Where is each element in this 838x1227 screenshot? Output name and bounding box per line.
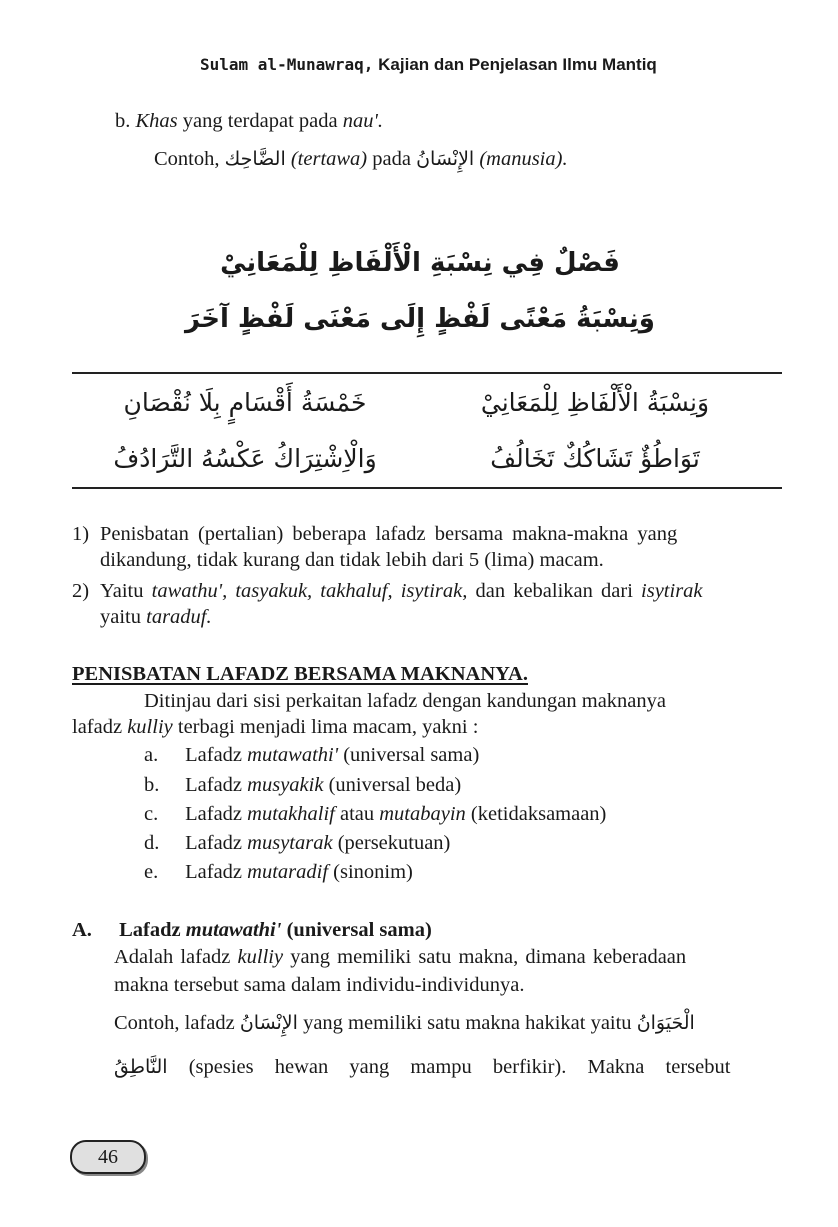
footnote-1-line-2: dikandung, tidak kurang dan tidak lebih dari 5 (lima) macam. <box>100 549 604 571</box>
item-marker: b. <box>115 110 131 132</box>
term: kulliy <box>127 716 173 738</box>
footnote-2-line-2 <box>100 604 212 630</box>
marker: A. <box>72 919 92 941</box>
text: (persekutuan) <box>337 832 451 854</box>
term: musytarak <box>247 832 333 854</box>
list-item <box>144 772 461 798</box>
text: Lafadz <box>185 861 243 883</box>
term: musyakik <box>247 774 324 796</box>
contoh-label: Contoh, <box>154 148 220 170</box>
subsection-a-line-4 <box>114 1054 730 1080</box>
text: terbagi menjadi lima macam, yakni : <box>177 716 479 738</box>
marker: c. <box>144 803 159 825</box>
text: (spesies hewan yang mampu berfikir). Makna tersebut <box>188 1056 731 1078</box>
list-item <box>144 830 450 856</box>
text: Lafadz <box>185 774 243 796</box>
text: Contoh, lafadz <box>114 1012 235 1034</box>
subsection-a-line-1 <box>114 944 686 970</box>
footnote-2-line-1 <box>100 578 703 604</box>
text: dan kebalikan dari <box>475 580 633 602</box>
poem-verse-2-ajuz: وَالْاِشْتِرَاكُ عَكْسُهُ التَّرَادُفُ <box>113 444 377 473</box>
term: taraduf. <box>146 606 212 628</box>
translation: (manusia). <box>479 148 568 170</box>
page-number: 46 <box>98 1146 118 1168</box>
arabic-word: النَّاطِقُ <box>114 1056 168 1078</box>
poem-subtitle-line: وَنِسْبَةُ مَعْنًى لَفْظٍ إِلَى مَعْنَى لَفْظٍ آخَرَ <box>185 304 655 334</box>
text: Lafadz <box>185 744 243 766</box>
term: mutawathi' <box>247 744 339 766</box>
marker: d. <box>144 832 160 854</box>
text: (ketidaksamaan) <box>470 803 607 825</box>
poem-verse-1-sadr: وَنِسْبَةُ الْأَلْفَاظِ لِلْمَعَانِيْ <box>480 388 710 417</box>
term: mutawathi' <box>185 919 282 941</box>
divider-bottom <box>72 487 782 489</box>
subsection-a-heading <box>72 917 432 943</box>
text: yang memiliki satu makna hakikat yaitu <box>303 1012 632 1034</box>
text: (universal beda) <box>328 774 462 796</box>
text: Yaitu <box>100 580 144 602</box>
term: kulliy <box>237 946 284 968</box>
page-number-badge <box>70 1140 146 1174</box>
arabic-word: الْحَيَوَانُ <box>636 1012 695 1034</box>
text: Lafadz <box>119 919 181 941</box>
term-khas: Khas <box>135 110 178 132</box>
section-paragraph-line-2 <box>72 714 478 740</box>
item-text: yang terdapat pada <box>182 110 338 132</box>
section-paragraph-line-1: Ditinjau dari sisi perkaitan lafadz dengan kandungan maknanya <box>144 690 666 712</box>
footnote-1-number: 1) <box>72 523 90 545</box>
text: (universal sama) <box>343 744 480 766</box>
poem-title-line: فَصْلٌ فِي نِسْبَةِ الْأَلْفَاظِ لِلْمَعَانِيْ <box>220 248 620 278</box>
text: lafadz <box>72 716 123 738</box>
terms: tawathu', tasyakuk, takhaluf, isytirak, <box>151 580 468 602</box>
subsection-a-line-3 <box>114 1010 695 1036</box>
arabic-word: الضَّاحِك <box>224 148 286 170</box>
text: yaitu <box>100 606 141 628</box>
arabic-word: الإِنْسَانُ <box>239 1012 298 1034</box>
list-item <box>144 742 479 768</box>
running-header <box>200 52 657 78</box>
text: Adalah lafadz <box>114 946 231 968</box>
text: Lafadz <box>185 832 243 854</box>
text: atau <box>339 803 375 825</box>
term: isytirak <box>641 580 703 602</box>
section-heading: PENISBATAN LAFADZ BERSAMA MAKNANYA. <box>72 663 528 685</box>
subsection-a-line-2: makna tersebut sama dalam individu-individunya. <box>114 974 525 996</box>
list-item <box>144 801 606 827</box>
poem-verse-1-ajuz: خَمْسَةُ أَقْسَامٍ بِلَا نُقْصَانِ <box>123 388 367 417</box>
marker: a. <box>144 744 159 766</box>
contoh-line <box>154 146 568 172</box>
text: yang memiliki satu makna, dimana keberadaan <box>290 946 687 968</box>
marker: e. <box>144 861 159 883</box>
connector: pada <box>372 148 411 170</box>
item-b <box>115 108 383 134</box>
footnote-1-line-1: Penisbatan (pertalian) beberapa lafadz bersama makna-makna yang <box>100 523 678 545</box>
list-item <box>144 859 413 885</box>
marker: b. <box>144 774 160 796</box>
term: mutaradif <box>247 861 329 883</box>
text: (sinonim) <box>333 861 413 883</box>
translation: (tertawa) <box>290 148 368 170</box>
term: mutabayin <box>379 803 466 825</box>
arabic-word: الإِنْسَانُ <box>416 148 475 170</box>
text: (universal sama) <box>286 919 432 941</box>
header-title: Kajian dan Penjelasan Ilmu Mantiq <box>378 55 657 74</box>
term: mutakhalif <box>247 803 335 825</box>
header-mono: Sulam al-Munawraq, <box>200 55 374 74</box>
poem-verse-2-sadr: تَوَاطُؤٌ تَشَاكُكٌ تَخَالُفُ <box>490 444 700 473</box>
text: Lafadz <box>185 803 243 825</box>
footnote-2-number: 2) <box>72 580 90 602</box>
term-nau: nau'. <box>342 110 383 132</box>
divider-top <box>72 372 782 374</box>
